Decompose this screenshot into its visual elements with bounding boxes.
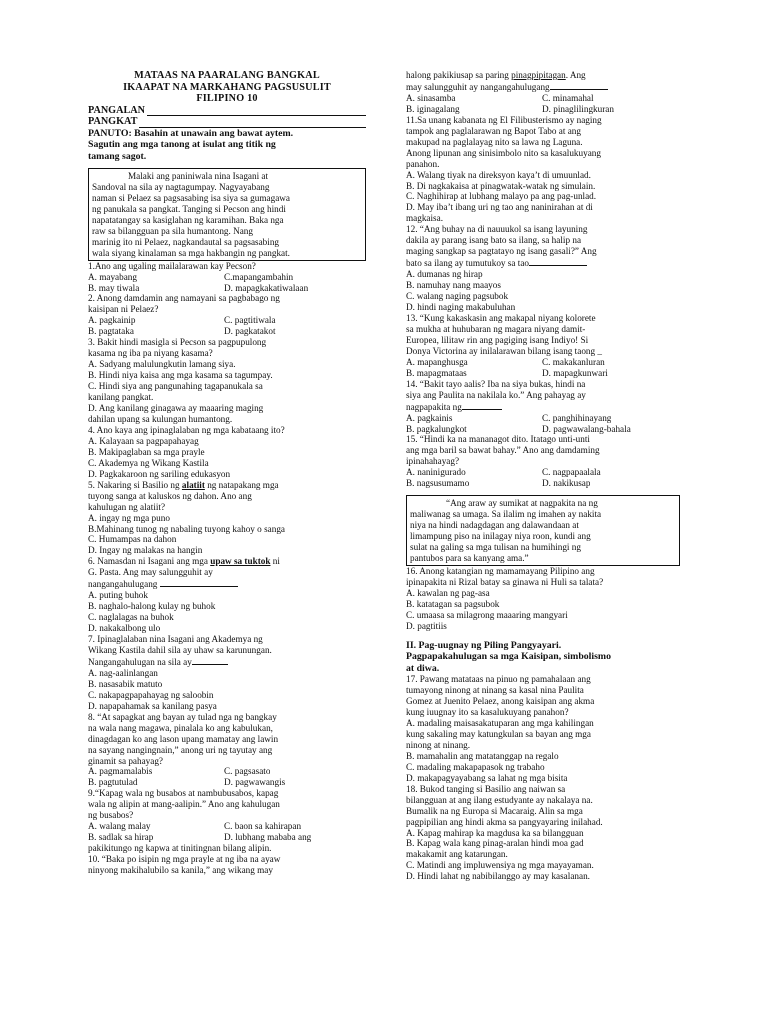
question-18: Bumalik na ng Europa si Macaraig. Alin sa mga	[406, 805, 583, 816]
question-10: 10. “Baka po isipin ng mga prayle at ng iba na ayaw	[88, 854, 281, 865]
q14-options-row	[406, 413, 680, 424]
option-c[interactable]: kanilang pangkat.	[88, 392, 154, 403]
question-18: 18. Bukod tanging si Basilio ang naiwan sa	[406, 783, 566, 794]
option-c[interactable]: C.mapangambahin	[224, 271, 294, 282]
option-d[interactable]: D. pagwawalang-bahala	[542, 423, 631, 434]
question-11: makupad na paglalayag nito sa lawa ng Laguna.	[406, 136, 583, 147]
group-label: PANGKAT	[88, 116, 138, 127]
option-b[interactable]: B. Hindi niya kaisa ang mga kasama sa tagumpay.	[88, 370, 273, 381]
answer-blank[interactable]	[550, 81, 608, 90]
option-d[interactable]: D. lubhang mababa ang	[224, 832, 312, 843]
q10-options-row	[406, 104, 680, 115]
question-7: Nangangahulugan na sila ay	[88, 656, 366, 668]
section-2-subtitle: Pagpapakahulugan sa mga Kaisipan, simbolismo	[406, 651, 611, 663]
question-11: Anong lipunan ang sinisimbolo nito sa kasalukuyang	[406, 147, 601, 158]
q1-options-row	[88, 272, 366, 283]
question-8: na wala nang magawa, pinalala ko ang kabulukan,	[88, 722, 273, 733]
option-b[interactable]: B. pagkalungkot	[406, 423, 467, 434]
option-d: magkaisa.	[406, 213, 443, 224]
option-d[interactable]: D. Hindi lahat ng nabibilanggo ay may kasalanan.	[406, 871, 590, 882]
passage-line: raw sa bilangguan pa sila humantong. Nang	[92, 225, 253, 236]
option-c[interactable]: C. makakanluran	[542, 356, 605, 367]
option-b[interactable]: B. mapagmataas	[406, 367, 467, 378]
section-2-subtitle: at diwa.	[406, 662, 440, 674]
question-15: 15. “Hindi ka na mananagot dito. Itatago unti-unti	[406, 434, 590, 445]
question-12: maging sangkap sa pagtatayo ng isang gasali?” Ang	[406, 246, 597, 257]
q9-options-row	[88, 832, 366, 843]
option-d: pakikitungo ng kapwa at tinitingnan bilang alipin.	[88, 843, 272, 854]
passage-line: pantubos para sa kanyang ama.”	[410, 552, 529, 563]
passage-box	[88, 168, 366, 261]
school-name: MATAAS NA PAARALANG BANGKAL	[134, 70, 320, 81]
q13-options-row	[406, 357, 680, 368]
option-b[interactable]: B.Mahinang tunog ng nabaling tuyong kahoy o sanga	[88, 523, 285, 534]
question-17: Gomez at Juenito Pelaez, anong kaisipan ang akma	[406, 696, 595, 707]
option-c[interactable]: C. naglalagas na buhok	[88, 612, 174, 623]
option-b[interactable]: B. Kapag wala kang pinag-aralan hindi moa gad	[406, 838, 584, 849]
question-2: kaisipan ni Pelaez?	[88, 304, 159, 315]
question-13: 13. “Kung kakaskasin ang makapal niyang kolorete	[406, 312, 596, 323]
option-a[interactable]: A. pagmamalabis	[88, 766, 153, 777]
question-5: 5. Nakaring si Basilio ng alatiit ng natapakang mga	[88, 479, 279, 490]
option-c[interactable]: C. nagpapaalala	[542, 467, 601, 478]
option-d[interactable]: dahilan upang sa kulungan humantong.	[88, 413, 233, 424]
name-line[interactable]	[147, 106, 366, 116]
q8-options-row	[88, 777, 366, 788]
passage-line: naman si Pelaez sa pagsasabing isa siya sa gumagawa	[92, 192, 290, 203]
option-b[interactable]: B. Makipaglaban sa mga prayle	[88, 446, 205, 457]
option-c[interactable]: C. walang naging pagsubok	[406, 291, 509, 302]
question-12: dakila ay parang isang bato sa ilang, sa halip na	[406, 235, 582, 246]
question-16: ipinapakita ni Rizal batay sa ginawa ni Huli sa talata?	[406, 576, 604, 587]
option-d[interactable]: D. makapagyayabang sa lahat ng mga bisita	[406, 772, 568, 783]
option-b[interactable]: B. mamahalin ang matatanggap na regalo	[406, 750, 559, 761]
question-14: 14. “Bakit tayo aalis? Iba na siya bukas, hindi na	[406, 378, 586, 389]
option-d[interactable]: D. napapahamak sa kanilang pasya	[88, 700, 217, 711]
option-b[interactable]: B. naghalo-halong kulay ng buhok	[88, 601, 216, 612]
question-18: bilangguan at ang ilang estudyante ay nakalaya na.	[406, 794, 593, 805]
question-14: siya ang Paulita na nakilala ko.” Ang pahayag ay	[406, 389, 586, 400]
option-b[interactable]: B. pagtataka	[88, 326, 134, 337]
passage-line: “Ang araw ay sumikat at nagpakita na ng	[446, 498, 598, 509]
question-3: kasama ng iba pa niyang kasama?	[88, 348, 213, 359]
option-c[interactable]: C. nakapagpapahayag ng saloobin	[88, 689, 214, 700]
option-a[interactable]: A. sinasamba	[406, 92, 456, 103]
option-b[interactable]: B. Di nagkakaisa at pinagwatak-watak ng simulain.	[406, 180, 596, 191]
instructions-line-1: PANUTO: Basahin at unawain ang bawat aytem.	[88, 127, 294, 139]
option-a[interactable]: A. madaling maisasakatuparan ang mga kahilingan	[406, 717, 594, 728]
question-13: sa mukha at huhubaran ng magara niyang damit-	[406, 323, 586, 334]
option-c[interactable]: C. pagsasato	[224, 766, 271, 777]
section-2-title: II. Pag-uugnay ng Piling Pangyayari.	[406, 639, 562, 651]
question-14: nagpapakita ng	[406, 401, 680, 413]
question-13: Europea, lilitaw rin ang pagiging isang Indiyo! Si	[406, 334, 589, 345]
question-7: 7. Ipinaglalaban nina Isagani ang Akademya ng	[88, 634, 263, 645]
left-column	[88, 70, 366, 876]
option-d[interactable]: D. mapagkunwari	[542, 367, 608, 378]
option-a[interactable]: A. Kapag mahirap ka magdusa ka sa bilangguan	[406, 827, 584, 838]
right-column	[406, 70, 680, 882]
question-17: 17. Pawang matataas na pinuo ng pamahalaan ang	[406, 674, 591, 685]
option-c[interactable]: C. pagtitiwala	[224, 315, 276, 326]
answer-blank[interactable]	[192, 656, 228, 665]
option-b[interactable]: B. pagtutulad	[88, 777, 138, 788]
question-5: tuyong sanga at kaluskos ng dahon. Ano ang	[88, 490, 252, 501]
question-10: halong pakikiusap sa paring pinagpipitagan. Ang	[406, 70, 586, 80]
question-16: 16. Anong katangian ng mamamayang Pilipino ang	[406, 565, 595, 576]
question-8: na sayang nangingnain,” anong uri ng tayutay ang	[88, 744, 273, 755]
subject-title: FILIPINO 10	[196, 93, 258, 104]
passage-line: napatatangay sa kasiglahan ng karamihan. Baka nga	[92, 214, 284, 225]
question-10: may salungguhit ay nangangahulugang	[406, 81, 680, 93]
question-11: panahon.	[406, 158, 440, 169]
q14-options-row	[406, 424, 680, 435]
passage-line: Sandoval na sila ay nagtagumpay. Nagyayabang	[92, 181, 270, 192]
question-3: 3. Bakit hindi masigla si Pecson sa pagpupulong	[88, 337, 267, 348]
q2-options-row	[88, 315, 366, 326]
question-6: 6. Namasdan ni Isagani ang mga upaw sa tuktok ni	[88, 556, 280, 567]
option-d[interactable]: D. mapagkakatiwalaan	[224, 282, 309, 293]
q10-options-row	[406, 93, 680, 104]
instructions-line-2: Sagutin ang mga tanong at isulat ang titik ng	[88, 139, 276, 150]
exam-title: IKAAPAT NA MARKAHANG PAGSUSULIT	[123, 81, 331, 93]
quote-box	[406, 495, 680, 566]
question-11: 11.Sa unang kabanata ng El Filibusterismo ay naging	[406, 114, 602, 125]
option-a[interactable]: A. kawalan ng pag-asa	[406, 587, 490, 598]
name-field[interactable]	[88, 105, 366, 117]
option-c[interactable]: C. minamahal	[542, 92, 594, 103]
q9-options-row	[88, 821, 366, 832]
option-c[interactable]: C. panghihinayang	[542, 412, 612, 423]
option-c[interactable]: C. baon sa kahirapan	[224, 821, 302, 832]
passage-line: sulat na galing sa mga tulisan na humihingi ng	[410, 542, 581, 553]
answer-blank[interactable]	[462, 401, 502, 410]
q13-options-row	[406, 368, 680, 379]
option-d[interactable]: D. Ingay ng malakas na hangin	[88, 545, 203, 556]
option-d[interactable]: D. May iba’t ibang uri ng tao ang naninirahan at di	[406, 202, 593, 213]
option-d[interactable]: D. hindi naging makabuluhan	[406, 302, 516, 313]
passage-line: Malaki ang paniniwala nina Isagani at	[128, 171, 269, 181]
option-a[interactable]: A. naninigurado	[406, 467, 466, 478]
passage-line: wala siyang kinalaman sa mga hakbangin ng pangkat.	[92, 247, 290, 258]
q15-options-row	[406, 478, 680, 489]
key-word: upaw sa tuktok	[210, 556, 271, 567]
question-12: bato sa ilang ay tumutukoy sa tao	[406, 257, 680, 269]
option-c[interactable]: C. Akademya ng Wikang Kastila	[88, 457, 209, 468]
name-label: PANGALAN	[88, 104, 145, 116]
option-b[interactable]: B. nasasabik matuto	[88, 678, 163, 689]
option-a[interactable]: A. pagkainis	[406, 412, 453, 423]
question-5: kahulugan ng alatiit?	[88, 501, 166, 512]
q2-options-row	[88, 326, 366, 337]
key-word: alatiit	[181, 479, 205, 490]
question-18: pagpipilian ang hindi akma sa pangyayaring inilahad.	[406, 816, 603, 827]
option-a[interactable]: A. Walang tiyak na direksyon kaya’t di umuunlad.	[406, 169, 591, 180]
option-d[interactable]: D. Pagkakaroon ng sariling edukasyon	[88, 468, 231, 479]
answer-blank[interactable]	[529, 257, 587, 266]
option-b[interactable]: B. may tiwala	[88, 282, 140, 293]
question-15: ipinahahayag?	[406, 456, 460, 467]
question-8: 8. “At sapagkat ang bayan ay tulad nga ng bangkay	[88, 711, 277, 722]
option-a[interactable]: A. nag-aalinlangan	[88, 667, 158, 678]
option-b: makakamit ang katarungan.	[406, 849, 508, 860]
answer-blank[interactable]	[160, 578, 238, 587]
option-d[interactable]: D. pagkatakot	[224, 326, 276, 337]
question-10: ninyong makihalubilo sa kanila,” ang wikang may	[88, 865, 273, 876]
option-a[interactable]: A. mapanghusga	[406, 356, 468, 367]
question-6: nangangahulugang	[88, 578, 366, 590]
option-a[interactable]: A. Kalayaan sa pagpapahayag	[88, 435, 199, 446]
option-b[interactable]: B. iginagalang	[406, 103, 460, 114]
option-b[interactable]: B. sadlak sa hirap	[88, 832, 154, 843]
option-d[interactable]: D. nakikusap	[542, 478, 591, 489]
option-c[interactable]: C. Matindi ang impluwensiya ng mga mayayaman.	[406, 860, 594, 871]
option-c[interactable]: C. Hindi siya ang pangunahing tagapanukala sa	[88, 381, 263, 392]
option-d[interactable]: D. Ang kanilang ginagawa ay maaaring maging	[88, 403, 264, 414]
passage-line: limampung piso na inilagay niya roon, kundi ang	[410, 531, 591, 542]
instructions-line-3: tamang sagot.	[88, 150, 147, 162]
group-line[interactable]	[139, 118, 366, 128]
question-8: dinagdagan ko ang lason upang mamatay ang lawin	[88, 733, 279, 744]
question-9: wala ng alipin at mang-aalipin.” Ano ang kahulugan	[88, 799, 280, 810]
option-a: kung sakaling may katungkulan sa bayan ang mga	[406, 728, 591, 739]
option-b[interactable]: B. nagsusumamo	[406, 478, 470, 489]
question-12: 12. “Ang buhay na di nauuukol sa isang layuning	[406, 224, 588, 235]
group-field[interactable]	[88, 116, 366, 128]
option-c[interactable]: C. madaling makapapasok ng trabaho	[406, 761, 545, 772]
question-13: Donya Victorina ay inilalarawan bilang isang taong _	[406, 345, 602, 356]
question-17: tumayong ninong at ninang sa kasal nina Paulita	[406, 685, 584, 696]
option-d[interactable]: D. pagwawangis	[224, 777, 286, 788]
passage-line: maliwanag sa umaga. Sa ilalim ng imahen ay nakita	[410, 509, 602, 520]
question-1: 1.Ano ang ugaling mailalarawan kay Pecson?	[88, 260, 256, 271]
option-a: ninong at ninang.	[406, 739, 471, 750]
question-2: 2. Anong damdamin ang namayani sa pagbabago ng	[88, 293, 280, 304]
q8-options-row	[88, 766, 366, 777]
option-a[interactable]: A. walang malay	[88, 821, 151, 832]
option-c[interactable]: C. umaasa sa milagrong maaaring mangyari	[406, 609, 568, 620]
option-c[interactable]: C. Naghihirap at lubhang malayo pa ang pag-unlad.	[406, 191, 597, 202]
option-a[interactable]: A. puting buhok	[88, 590, 148, 601]
question-17: kung iuugnay ito sa kasalukuyang panahon?	[406, 707, 569, 718]
option-a[interactable]: A. mayabang	[88, 271, 137, 282]
passage-line: marinig ito ni Pelaez, nagkandautal sa pagsasabing	[92, 236, 280, 247]
option-d[interactable]: D. pagtitiis	[406, 620, 447, 631]
option-b[interactable]: B. namuhay nang maayos	[406, 280, 501, 291]
option-c[interactable]: C. Humampas na dahon	[88, 534, 177, 545]
question-9: 9.“Kapag wala ng busabos at nambubusabos, kapag	[88, 788, 279, 799]
option-a[interactable]: A. dumanas ng hirap	[406, 269, 483, 280]
question-9: ng busabos?	[88, 810, 134, 821]
question-15: ang mga baril sa bawat bahay.” Ano ang damdaming	[406, 445, 600, 456]
passage-line: ng panukala sa pangkat. Tanging si Pecson ang hindi	[92, 203, 286, 214]
question-6: G. Pasta. Ang may salungguhit ay	[88, 567, 213, 578]
option-b[interactable]: B. katatagan sa pagsubok	[406, 598, 500, 609]
question-8: ginamit sa pahayag?	[88, 755, 164, 766]
passage-line: niya na hindi nadagdagan ang dalawandaan at	[410, 520, 579, 531]
q1-options-row	[88, 283, 366, 294]
option-a[interactable]: A. pagkainip	[88, 315, 136, 326]
option-d[interactable]: D. pinaglilingkuran	[542, 103, 614, 114]
key-word: pinagpipitagan	[511, 70, 566, 80]
question-4: 4. Ano kaya ang ipinaglalaban ng mga kabataang ito?	[88, 424, 285, 435]
question-11: tampok ang paglalarawan ng Bapot Tabo at ang	[406, 125, 581, 136]
q15-options-row	[406, 467, 680, 478]
option-a[interactable]: A. ingay ng mga puno	[88, 512, 170, 523]
option-a[interactable]: A. Sadyang malulungkutin lamang siya.	[88, 359, 236, 370]
option-d[interactable]: D. nakakalbong ulo	[88, 623, 161, 634]
question-7: Wikang Kastila dahil sila ay uhaw sa karunungan.	[88, 644, 272, 655]
